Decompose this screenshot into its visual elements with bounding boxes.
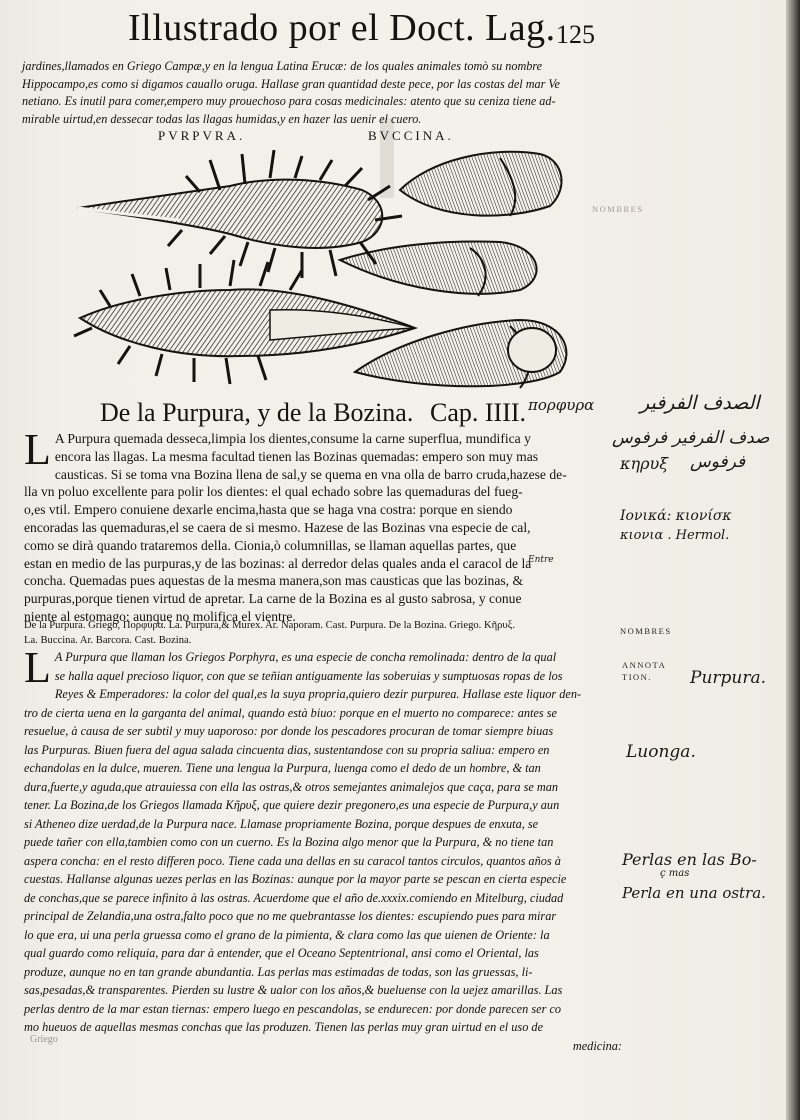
handwritten-arabic-2: صدف الفرفير فرفوس: [612, 428, 770, 448]
annotation-line: sas,pesadas,& transparentes. Pierden su lustre & ualor con los años,& bueluense con la uejez amarillas. Las: [24, 983, 563, 997]
text-line: encora las llagas. La mesma facultad tienen las Bozinas quemadas: empero son muy mas: [54, 448, 539, 464]
handwritten-perlas-2: Perla en una ostra.: [622, 884, 766, 902]
buccina-shell-2: [340, 242, 537, 296]
text-line: causticas. Si se toma vna Bozina llena de sal,y se quema en vna olla de barro cruda,hazese de-: [54, 466, 567, 482]
intro-line: jardines,llamados en Griego Campæ,y en la lengua Latina Erucæ: de los quales animales tomò su nombre: [22, 59, 543, 73]
annotation-line: las Purpuras. Biuen fuera del agua salada cincuenta dias, sustentandose con su propria saliua: empero en: [24, 742, 550, 757]
annotation-line: qual guardo como reliquia, para dar à entender, que el Oceano Septentrional, ansi como el Oriental, las: [24, 946, 539, 960]
annotation-line: perlas dentro de la mar estan tiernas: empero luego en pescandolas, se endurecen: por donde parecen ser co: [24, 1001, 562, 1016]
buccina-shell-1: [400, 152, 561, 216]
annotation-line: dura,fuerte,y aguda,que atrauiessa con ella las ostras,& otros semejantes animalejos que caça, para se man: [24, 779, 559, 794]
annotation-line: puede tañer con ella,tambien como con un cuerno. Es la Bozina algo menor que la Purpura, & no tiene tan: [24, 835, 554, 849]
annotation-line: de conchas,que se parece infinito à las ostras. Acuerdome que el año de.xxxix.comiendo en Mitelburg, ciudad: [24, 890, 564, 905]
annotation-line: mo hueuos de aquellas mesmas conchas que las produzen. Tienen las perlas muy gran uirtud en el uso de: [24, 1020, 544, 1034]
handwritten-greek-kionia: κιονια . Hermol.: [620, 528, 730, 543]
annotation-line: echandolas en la dulce, mueren. Tiene una lengua la Purpura, luenga como el dedo de un hombre, & tan: [24, 761, 541, 775]
caption-purpura: PVRPVRA.: [158, 128, 246, 143]
synonyms-line: La. Buccina. Ar. Barcora. Cast. Bozina.: [24, 634, 192, 646]
drop-cap: L: [24, 425, 51, 474]
handwritten-luonga: Luonga.: [626, 742, 696, 762]
margin-annotation-label-1: ANNOTA: [622, 660, 667, 670]
annotation-paragraph: [24, 643, 622, 1055]
main-paragraph: [24, 425, 616, 626]
caption-buccina: BVCCINA.: [368, 128, 454, 143]
chapter-title: De la Purpura, y de la Bozina.: [100, 398, 414, 427]
annotation-line: medicina:: [572, 1038, 622, 1053]
intro-line: netiano. Es inutil para comer,empero muy prouechoso para cosas medicinales: atento que su ceniza tiene ad-: [22, 94, 556, 108]
text-line: purpuras,porque tienen virtud de apretar. La carne de la Bozina es al gusto sabrosa, y conue: [24, 591, 522, 607]
chapter-number: Cap. IIII.: [430, 398, 527, 427]
faint-margin-label: NOMBRES: [592, 204, 644, 214]
annotation-line: produze, aunque no en tan grande abundantia. Las perlas mas estimadas de todas, son las gruessas, li-: [24, 964, 533, 979]
handwritten-perlas-1: Perlas en las Bo-: [622, 850, 757, 869]
margin-nombres: NOMBRES: [620, 626, 672, 636]
annotation-line: tro de cierta uena en la garganta del animal, quando està biuo: porque en el muerto no comparece: antes se: [24, 705, 557, 720]
annotation-line: si Atheneo dize uerdad,de la Purpura nace. Llamase propriamente Bozina, porque despues de enxuta, se: [24, 816, 539, 831]
annotation-line: cuestas. Hallanse algunas uezes perlas en las Bozinas: aunque por la mayor parte se pescan en cierta especie: [24, 872, 567, 886]
synonyms-block: [24, 619, 620, 648]
text-line: lla vn poluo excellente para polir los dientes: el qual echado sobre las quemaduras del fueg-: [24, 484, 523, 500]
handwritten-arabic-1: الصدف الفرفير: [640, 392, 760, 414]
text-line: A Purpura quemada desseca,limpia los dientes,consume la carne superflua, mundifica y: [54, 431, 531, 446]
synonyms-line: De la Purpura. Griego, Πορφύρα. La. Purpura,& Murex. Ar. Naporam. Cast. Purpura. De la Bozina. Griego. Κῆρυξ.: [24, 620, 516, 631]
intro-paragraph: [22, 58, 622, 128]
handwritten-greek-porphyra: πορφυρα: [528, 396, 595, 414]
handwritten-purpura: Purpura.: [690, 668, 767, 688]
page-edge-shadow: [786, 0, 800, 1120]
running-header: Illustrado por el Doct. Lag.: [128, 7, 556, 49]
handwritten-arabic-3: فرفوس: [690, 452, 746, 472]
intro-line: Hippocampo,es como si digamos cauallo oruga. Hallase gran quantidad deste pece, por las costas del mar Ve: [22, 76, 560, 91]
handwritten-greek-ionic: Ιονικά: κιονίσκ: [620, 508, 732, 524]
page-number: 125: [556, 20, 595, 49]
handwritten-interlinear: Entre: [528, 555, 554, 565]
faint-bleed-word: Griego: [30, 1034, 58, 1045]
handwritten-greek-keryx: κηρυξ: [620, 454, 669, 473]
text-line: encoradas las quemaduras,el se caera de si mesmo. Hazese de las Bozinas vna especie de cal,: [24, 519, 531, 535]
annotation-line: lo que era, ui una perla gruessa como el grano de la pimienta, & clara como las que uienen de Oriente: la: [24, 927, 550, 942]
drop-cap: L: [24, 643, 51, 692]
annotation-line: se halla aquel precioso liquor, con que se teñian antiguamente las soberuias y sumptuosas ropas de los: [54, 668, 563, 683]
annotation-line: Reyes & Emperadores: la color del qual,es la suya propria,quiero dezir purpurea. Hallase este liquor den-: [54, 687, 582, 701]
annotation-line: principal de Zelandia,una ostra,falto poco que no me quebrantasse los dientes: escupiendo pues para mirar: [24, 909, 557, 923]
margin-annotation-label-2: TION.: [622, 672, 652, 682]
annotation-line: A Purpura que llaman los Griegos Porphyra, es una especie de concha remolinada: dentro de la qual: [54, 650, 557, 664]
intro-line: mirable uirtud,en dessecar todas las llagas humidas,y en hazer las uenir el cuero.: [22, 111, 422, 126]
text-line: concha. Quemadas pues aquestas de la mesma manera,son mas causticas que las bozinas, &: [24, 573, 524, 589]
annotation-line: aspera concha: en el resto differen poco. Tiene cada una dellas en su caracol tantos circulos, quantos años à: [24, 853, 561, 868]
text-line: o,es vtil. Empero conuiene dexarle encima,hasta que se haga vna costra: porque en siendo: [24, 502, 513, 518]
annotation-line: resuelue, à causa de ser subtil y muy uaporoso: por donde los pescadores procuran de tomar siempre biuas: [24, 724, 554, 738]
text-line: estan en medio de las purpuras,y de las bozinas: al derredor delas quales anda el caracol de la: [24, 555, 532, 571]
annotation-line: tener. La Bozina,de los Griegos llamada Κῆρυξ, que quiere dezir pregonero,es una especie de Purpura,y aun: [24, 798, 560, 812]
text-line: como se dirà quando trataremos della. Cionia,ò columnillas, se llaman aquellas partes, que: [24, 537, 517, 553]
handwritten-perlas-insert: ç mas: [660, 868, 690, 879]
text-line: niente al estomago: aunque no molifica el vientre.: [24, 608, 296, 624]
shells-woodcut: [70, 150, 580, 400]
